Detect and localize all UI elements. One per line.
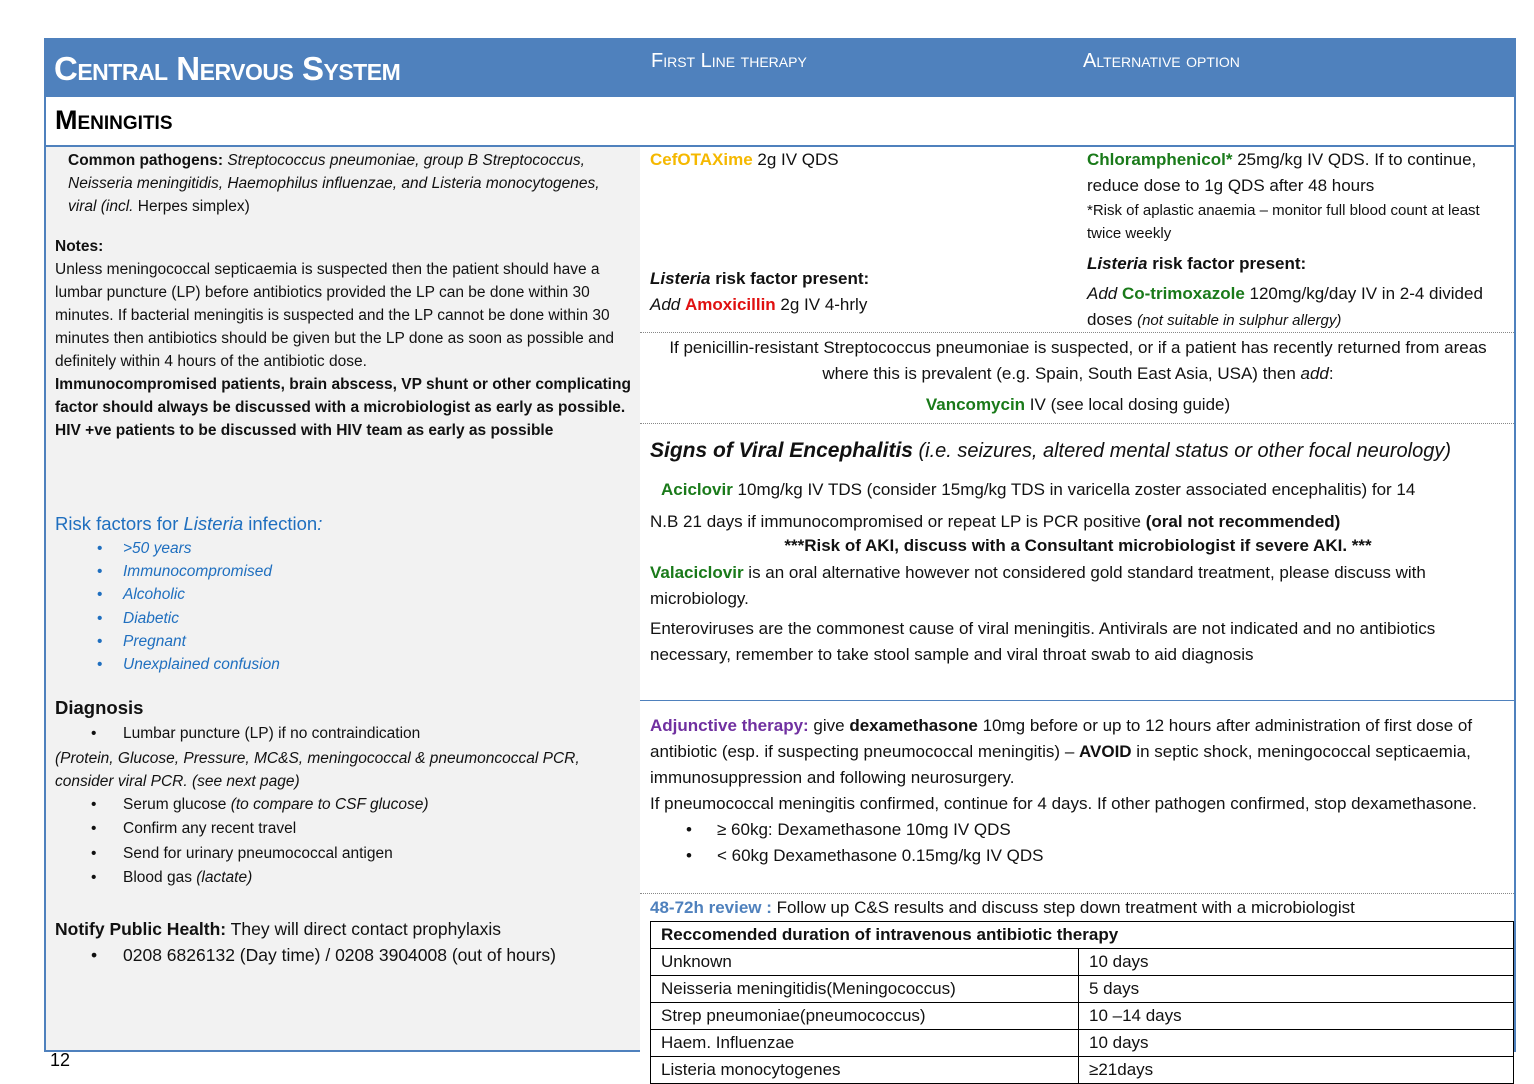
pathogens-text: Streptococcus pneumoniae, group B Streptococcus, Neisseria meningitidis, Haemophilus influenzae, and Listeria monocytogenes, viral (incl. [68, 152, 600, 215]
adjunctive-text-2: in septic shock, meningococcal septicaemia, immunosuppression and following neurosurgery. [650, 742, 1471, 787]
viral-title: Signs of Viral Encephalitis [650, 439, 913, 462]
vancomycin-drug: Vancomycin [925, 395, 1026, 414]
notes-text: Unless meningococcal septicaemia is suspected then the patient should have a lumbar puncture (LP) before antibiotics provided the LP can be done within 30 minutes. If bacterial meningitis is suspected and the LP cannot be done within 30 minutes then antibiotics should be given but the LP done as soon as possible and definitely within 4 hours of the antibiotic dose. [55, 261, 614, 370]
list-item: • Lumbar puncture (LP) if no contraindication [55, 722, 640, 747]
avoid-label: AVOID [1079, 742, 1132, 761]
item-italic: (to compare to CSF glucose) [230, 795, 429, 813]
duration-cell: 10 days [1079, 949, 1514, 976]
common-pathogens [68, 149, 608, 218]
table-row [651, 1030, 1514, 1057]
review-label: 48-72h review : [650, 898, 772, 917]
list-item [55, 842, 640, 867]
list-item: • Unexplained confusion [97, 653, 635, 676]
pathogen-cell: Listeria monocytogenes [651, 1057, 1079, 1084]
listeria-label [650, 266, 1075, 292]
aki-warning: ***Risk of AKI, discuss with a Consultant microbiologist if severe AKI. *** [784, 536, 1372, 555]
nb-line [650, 509, 1506, 535]
notify-line [55, 915, 640, 943]
item-text: Confirm any recent travel [123, 820, 297, 837]
risk-list [97, 537, 635, 676]
list-item [55, 793, 640, 818]
section-title: Meningitis [55, 105, 173, 135]
document-page [44, 38, 1516, 1079]
alternative-therapy [1087, 147, 1507, 333]
add-label: Add [1087, 284, 1122, 303]
list-item: • Pregnant [97, 630, 635, 653]
risk-title [55, 511, 635, 537]
valaciclovir-drug: Valaciclovir [650, 563, 744, 582]
list-item: • ≥ 60kg: Dexamethasone 10mg IV QDS [650, 817, 1506, 843]
item-text: Blood gas [123, 869, 197, 886]
cefotaxime-dose: 2g IV QDS [752, 150, 839, 169]
alternative-column-header: Alternative option [1083, 50, 1240, 72]
list-item: • >50 years [97, 537, 635, 560]
cotrimoxazole-dose: 120mg/kg/day IV in 2-4 divided doses [1087, 284, 1483, 329]
listeria-italic: Listeria [1087, 254, 1148, 273]
diagnosis-block [55, 694, 640, 891]
listeria-rest: risk factor present: [1147, 254, 1307, 273]
list-item: • Alcoholic [97, 583, 635, 606]
item-text: Send for urinary pneumococcal antigen [123, 844, 393, 862]
first-line-column-header: First Line therapy [651, 50, 807, 72]
right-therapy-column [640, 147, 1516, 1079]
duration-cell: 5 days [1079, 976, 1514, 1003]
adjunctive-text-1: 10mg before or up to 12 hours after administration of first dose of antibiotic (esp. if suspecting pneumococcal meningitis) – [650, 716, 1473, 761]
notify-public-health [55, 915, 640, 968]
dexamethasone-drug: dexamethasone [849, 716, 978, 735]
notify-label: Notify Public Health: [55, 919, 227, 939]
pathogens-label: Common pathogens: [68, 152, 223, 169]
adjunctive-label: Adjunctive therapy: [650, 716, 809, 735]
table-header-row [651, 922, 1514, 949]
vancomycin-line [650, 392, 1506, 418]
amoxicillin-line [650, 292, 1075, 318]
table-row [651, 976, 1514, 1003]
pathogens-tail: Herpes simplex) [133, 198, 250, 215]
chloramphenicol-drug: Chloramphenicol* [1087, 150, 1233, 169]
list-item: • Diabetic [97, 607, 635, 630]
pathogen-cell: Strep pneumoniae(pneumococcus) [651, 1003, 1079, 1030]
table-row [651, 949, 1514, 976]
listeria-label [1087, 251, 1507, 277]
review-text: Follow up C&S results and discuss step down treatment with a microbiologist [771, 898, 1355, 917]
section-band [44, 97, 1516, 147]
list-item: • Immunocompromised [97, 560, 635, 583]
notes-label: Notes: [55, 238, 104, 255]
listeria-rest: risk factor present: [710, 269, 870, 288]
risk-title-colon: : [317, 513, 323, 534]
penicillin-colon: : [1328, 364, 1334, 383]
notify-text: They will direct contact prophylaxis [226, 919, 502, 939]
page-number: 12 [50, 1050, 71, 1070]
chloramphenicol-warning: *Risk of aplastic anaemia – monitor full blood count at least twice weekly [1087, 202, 1480, 242]
cotrimoxazole-drug: Co-trimoxazole [1121, 284, 1245, 303]
pathogen-cell: Unknown [651, 949, 1079, 976]
cotrimoxazole-note: (not suitable in sulphur allergy) [1137, 312, 1342, 329]
item-text: Serum glucose [123, 795, 231, 813]
cotrimoxazole-line [1087, 281, 1507, 333]
adjunctive-text-3: If pneumococcal meningitis confirmed, continue for 4 days. If other pathogen confirmed, stop dexamethasone. [650, 794, 1477, 813]
listeria-italic: Listeria [650, 269, 711, 288]
table-row [651, 1003, 1514, 1030]
review-line [650, 896, 1506, 919]
enterovirus-note: Enteroviruses are the commonest cause of viral meningitis. Antivirals are not indicated and no antibiotics necessary, remember to take stool sample and viral throat swab to aid diagnosis [650, 619, 1436, 664]
valaciclovir-text: is an oral alternative however not considered gold standard treatment, please discuss with microbiology. [650, 563, 1426, 608]
chapter-title: Central Nervous System [54, 50, 401, 87]
list-item [55, 817, 640, 842]
notes-warning-2: HIV +ve patients to be discussed with HIV team as early as possible [55, 422, 554, 439]
aciclovir-line [650, 477, 1506, 503]
listeria-risk-factors [55, 511, 635, 676]
risk-title-pre: Risk factors for [55, 513, 184, 534]
valaciclovir-line [650, 560, 1506, 612]
divider [640, 332, 1514, 333]
divider [640, 700, 1514, 701]
cefotaxime-drug: CefOTAXime [650, 150, 753, 169]
penicillin-resistant-note [650, 335, 1506, 387]
viral-encephalitis-heading [650, 436, 1451, 466]
adjunctive-therapy [650, 713, 1506, 869]
chloramphenicol-dose: 25mg/kg IV QDS. If to continue, reduce dose to 1g QDS after 48 hours [1087, 150, 1477, 195]
item-italic: (lactate) [196, 869, 253, 886]
amoxicillin-drug: Amoxicillin [684, 295, 776, 314]
penicillin-text: If penicillin-resistant Streptococcus pneumoniae is suspected, or if a patient has recently returned from areas where this is prevalent (e.g. Spain, South East Asia, USA) then [669, 338, 1487, 383]
aciclovir-text: 10mg/kg IV TDS (consider 15mg/kg TDS in varicella zoster associated encephalitis) for 14 [732, 480, 1416, 499]
table-header: Reccomended duration of intravenous antibiotic therapy [651, 922, 1514, 949]
duration-cell: 10 –14 days [1079, 1003, 1514, 1030]
pathogen-cell: Haem. Influenzae [651, 1030, 1079, 1057]
left-info-column [44, 147, 640, 1052]
add-label: Add [650, 295, 685, 314]
viral-subtitle: (i.e. seizures, altered mental status or other focal neurology) [912, 440, 1451, 462]
nb-text: N.B 21 days if immunocompromised or repeat LP is PCR positive [650, 512, 1146, 531]
first-line-therapy [650, 147, 1075, 314]
divider [640, 423, 1514, 424]
diagnosis-note: (Protein, Glucose, Pressure, MC&S, meningococcal & pneumoncoccal PCR, consider viral PCR. (see next page) [55, 749, 580, 790]
risk-title-post: infection [243, 513, 318, 534]
vancomycin-text: IV (see local dosing guide) [1025, 395, 1231, 414]
amoxicillin-dose: 2g IV 4-hrly [775, 295, 868, 314]
diagnosis-title: Diagnosis [55, 697, 144, 718]
duration-table [650, 921, 1514, 1084]
first-line-drug-line [650, 147, 1075, 173]
penicillin-add: add [1300, 364, 1329, 383]
duration-cell: ≥21days [1079, 1057, 1514, 1084]
aciclovir-drug: Aciclovir [661, 480, 733, 499]
header-band [44, 38, 1516, 97]
notify-phone: • 0208 6826132 (Day time) / 0208 3904008 (out of hours) [55, 943, 640, 968]
notes-warning-1: Immunocompromised patients, brain abscess, VP shunt or other complicating factor should always be discussed with a microbiologist as early as possible. [55, 376, 631, 416]
nb-bold: (oral not recommended) [1145, 512, 1341, 531]
risk-title-italic: Listeria [183, 513, 244, 534]
first-line-listeria [650, 266, 1075, 318]
chloramphenicol-line [1087, 147, 1507, 199]
adjunctive-give: give [808, 716, 850, 735]
divider [640, 893, 1514, 894]
list-item: • < 60kg Dexamethasone 0.15mg/kg IV QDS [650, 843, 1506, 869]
duration-cell: 10 days [1079, 1030, 1514, 1057]
pathogen-cell: Neisseria meningitidis(Meningococcus) [651, 976, 1079, 1003]
list-item [55, 866, 640, 891]
notes-block [55, 235, 635, 442]
table-row [651, 1057, 1514, 1084]
